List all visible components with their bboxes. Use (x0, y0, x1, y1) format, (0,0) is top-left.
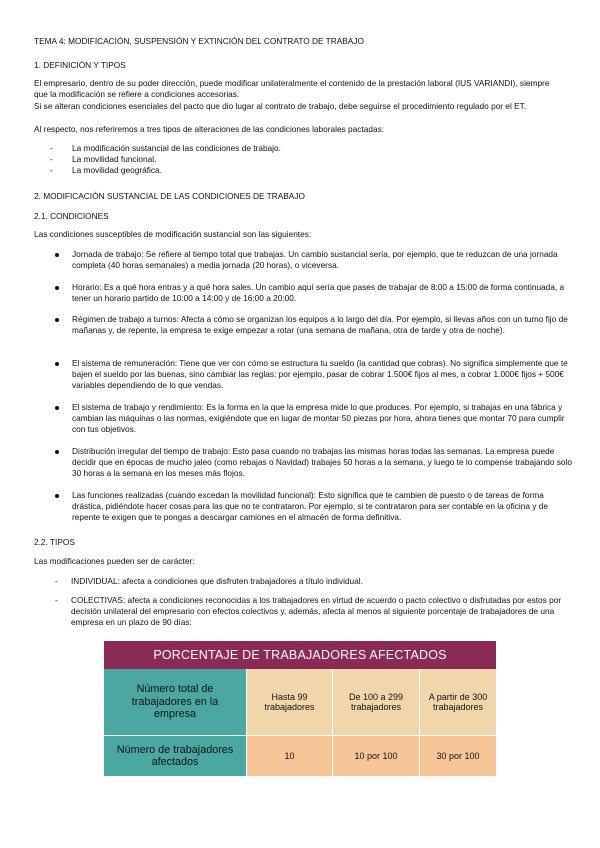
tipos-intro: Las modificaciones pueden ser de carácter: (34, 556, 195, 566)
table-title: PORCENTAJE DE TRABAJADORES AFECTADOS (104, 641, 496, 669)
bullet-distribucion: Distribución irregular del tiempo de trabajo: Esto pasa cuando no trabajas las mismas horas todas las semanas. La empresa puede decidir que en épocas de mucho jaleo (como rebajas o Navidad) trabajes 50 horas a la semana, y luego te lo compense trabajando solo 30 horas a la semana en los meses más flojos. (55, 446, 575, 479)
bullet-remuneracion: El sistema de remuneración: Tiene que ver con cómo se estructura tu sueldo (la cantidad que cobras). No significa simplemente que te bajen el sueldo por las buenas, sino cambiar las reglas: por ejemplo, pasar de cobrar 1.500€ fijos al mes, a cobrar 1.000€ fijos + 500€ variables dependiendo de lo que vendas. (55, 358, 575, 391)
table-cell: 30 por 100 (419, 736, 496, 776)
row-header-affected-workers: Número de trabajadores afectados (104, 736, 246, 776)
table-cell: 10 por 100 (332, 736, 419, 776)
bullet-horario: Horario: Es a qué hora entras y a qué hora sales. Un cambio aquí sería que pases de trabajar de 8:00 a 15:00 de forma continuada, a tener un horario partido de 10:00 a 14:00 y de 16:00 a 20:00. (55, 282, 575, 304)
conditions-intro: Las condiciones susceptibles de modificación sustancial son las siguientes: (34, 229, 312, 239)
section-1-paragraph-2: Si se alteran condiciones esenciales del pacto que dio lugar al contrato de trabajo, debe seguirse el procedimiento regulado por el ET. (34, 101, 527, 111)
list-item: - La movilidad geográfica. (50, 165, 162, 175)
section-2-heading: 2. MODIFICACIÓN SUSTANCIAL DE LAS CONDICIONES DE TRABAJO (34, 191, 305, 201)
section-1-paragraph-1: El empresario, dentro de su poder dirección, puede modificar unilateralmente el contenido de la prestación laboral (IUS VARIANDI), siempre que la modificación se refiere a condiciones accesorias. (34, 78, 550, 99)
alteration-types-list (50, 143, 281, 176)
section-2-1-heading: 2.1. CONDICIONES (34, 211, 109, 221)
tipo-individual: - INDIVIDUAL: afecta a condiciones que disfruten trabajadores a título individual. (55, 576, 363, 586)
bullet-jornada: Jornada de trabajo: Se refiere al tiempo total que trabajas. Un cambio sustancial sería, por ejemplo, que te reduzcan de una jornada completa (40 horas semanales) a media jornada (20 horas), o viceversa. (55, 249, 575, 271)
section-2-2-heading: 2.2. TIPOS (34, 537, 75, 547)
bullet-turnos: Régimen de trabajo a turnos: Afecta a cómo se organizan los equipos a lo largo del día. Por ejemplo, si llevas años con un turno fijo de mañanas y, de repente, la empresa te exige empezar a rotar (una semana de mañana, otra de tarde y otra de noche). (55, 314, 575, 336)
bullet-funciones: Las funciones realizadas (cuando excedan la movilidad funcional): Esto significa que te cambien de puesto o de tareas de forma drástica, pidiéndote hacer cosas para las que no te contrataron. Por ejemplo, si te contrataron para ser contable en la oficina y de repente te exigen que te pongas a descargar camiones en el almacén de forma definitiva. (55, 490, 575, 523)
table-cell: Hasta 99 trabajadores (246, 669, 332, 735)
table-cell: 10 (246, 736, 332, 776)
section-1-heading: 1. DEFINICIÓN Y TIPOS (34, 60, 126, 70)
section-1-paragraph-3: Al respecto, nos referiremos a tres tipos de alteraciones de las condiciones laborales pactadas: (34, 124, 385, 134)
table-cell: De 100 a 299 trabajadores (332, 669, 419, 735)
workers-affected-table (104, 641, 496, 776)
tipo-colectivas: - COLECTIVAS: afecta a condiciones reconocidas a los trabajadores en virtud de acuerdo o pacto colectivo o disfrutadas por estos por decisión unilateral del empresario con efectos colectivos y, además, afecta al menos al siguiente porcentaje de trabajadores de una empresa en un plazo de 90 días: (55, 595, 562, 627)
row-header-total-workers: Número total de trabajadores en la empresa (104, 669, 246, 735)
list-item: - La modificación sustancial de las condiciones de trabajo. (50, 143, 281, 153)
table-cell: A partir de 300 trabajadores (419, 669, 496, 735)
table-row (104, 669, 496, 735)
list-item: - La movilidad funcional. (50, 154, 157, 164)
bullet-rendimiento: El sistema de trabajo y rendimiento: Es la forma en la que la empresa mide lo que produces. Por ejemplo, si trabajas en una fábrica y cambian las máquinas o las normas, exigiéndote que en lugar de montar 50 piezas por hora, ahora tienes que montar 70 para cumplir con tus objetivos. (55, 402, 575, 435)
document-title: TEMA 4: MODIFICACIÓN, SUSPENSIÓN Y EXTINCIÓN DEL CONTRATO DE TRABAJO (34, 36, 364, 46)
table-row (104, 735, 496, 776)
